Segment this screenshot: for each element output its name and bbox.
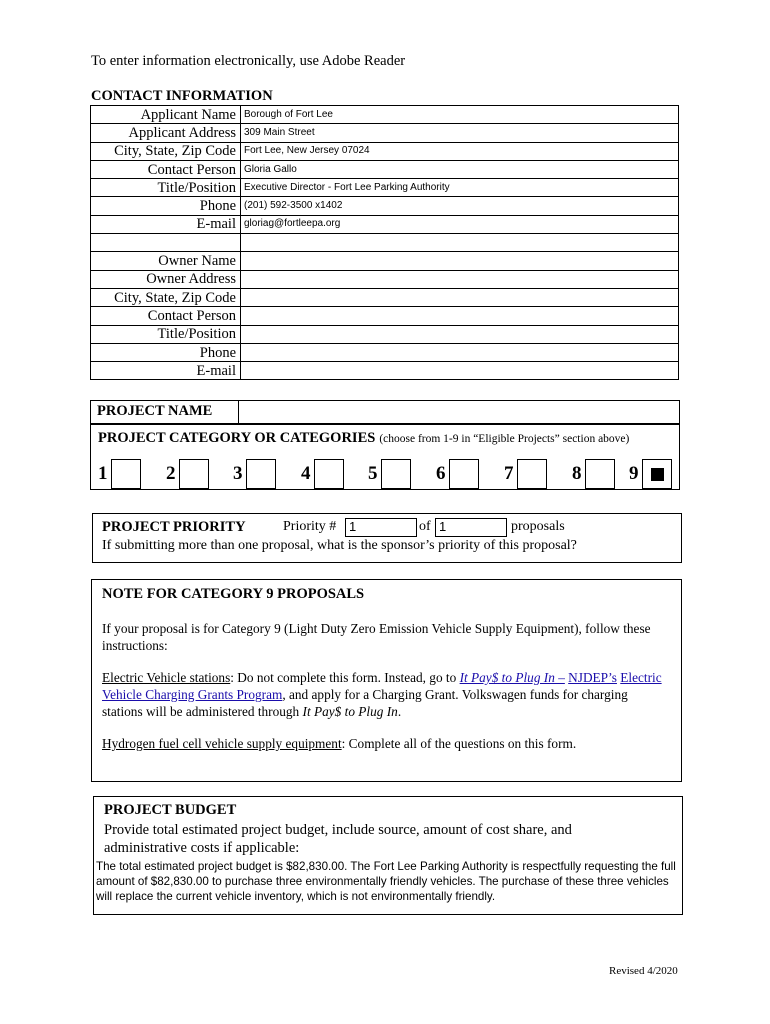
contact-row bbox=[91, 179, 679, 197]
contact-row bbox=[91, 288, 679, 306]
contact-row-value[interactable] bbox=[241, 288, 679, 306]
separator-cell bbox=[241, 234, 679, 252]
priority-total-input[interactable]: 1 bbox=[435, 518, 507, 537]
category9-note-intro: If your proposal is for Category 9 (Light Duty Zero Emission Vehicle Supply Equipment), follow these instructions: bbox=[102, 621, 651, 653]
priority-number-label: Priority # bbox=[283, 519, 337, 534]
njdep-link-b[interactable]: Electric Vehicle Charging Grants Program bbox=[102, 670, 662, 702]
contact-row-value[interactable] bbox=[241, 343, 679, 361]
category-number: 5 bbox=[368, 463, 378, 484]
contact-row bbox=[91, 270, 679, 288]
project-budget-prompt: Provide total estimated project budget, include source, amount of cost share, and administrative costs if applicable: bbox=[104, 822, 572, 856]
separator-cell bbox=[91, 234, 241, 252]
hydrogen-text: : Complete all of the questions on this form. bbox=[341, 736, 577, 751]
contact-row bbox=[91, 142, 679, 160]
category-number: 7 bbox=[504, 463, 514, 484]
category-number: 4 bbox=[301, 463, 311, 484]
revised-date: Revised 4/2020 bbox=[609, 965, 678, 977]
project-name-box bbox=[90, 400, 680, 424]
contact-row-label: Phone bbox=[91, 197, 241, 215]
contact-row-label: City, State, Zip Code bbox=[91, 142, 241, 160]
contact-row-value[interactable]: Fort Lee, New Jersey 07024 bbox=[241, 142, 679, 160]
category-5-checkbox[interactable] bbox=[381, 459, 411, 489]
project-budget-answer[interactable]: The total estimated project budget is $82,830.00. The Fort Lee Parking Authority is respectfully requesting the full amount of $82,830.00 to purchase three environmentally friendly vehicles. The purchase of these three vehicles will replace the current vehicle inventory, which is not environmentally friendly. bbox=[96, 860, 676, 903]
contact-row bbox=[91, 160, 679, 178]
category-number: 6 bbox=[436, 463, 446, 484]
contact-row-label: Owner Name bbox=[91, 252, 241, 270]
contact-row-label: Title/Position bbox=[91, 325, 241, 343]
category-7-checkbox[interactable] bbox=[517, 459, 547, 489]
contact-row-value[interactable]: Executive Director - Fort Lee Parking Authority bbox=[241, 179, 679, 197]
contact-row-label: Applicant Address bbox=[91, 124, 241, 142]
contact-row-label: E-mail bbox=[91, 215, 241, 233]
ev-text-2: , and apply for a Charging Grant. Volkswagen funds for charging stations will be administered through bbox=[102, 687, 628, 719]
contact-row bbox=[91, 252, 679, 270]
njdep-link-a[interactable]: NJDEP’s bbox=[568, 670, 617, 685]
category9-note-heading: NOTE FOR CATEGORY 9 PROPOSALS bbox=[102, 586, 365, 602]
hydrogen-paragraph bbox=[102, 735, 667, 752]
contact-row-value[interactable] bbox=[241, 252, 679, 270]
contact-row-value[interactable] bbox=[241, 325, 679, 343]
priority-of-label: of bbox=[419, 519, 431, 534]
contact-row-label: Applicant Name bbox=[91, 106, 241, 124]
category9-note-box bbox=[91, 579, 682, 782]
category-1-checkbox[interactable] bbox=[111, 459, 141, 489]
contact-row-label: Contact Person bbox=[91, 160, 241, 178]
contact-row-value[interactable] bbox=[241, 307, 679, 325]
category-number: 8 bbox=[572, 463, 582, 484]
ev-stations-paragraph bbox=[102, 669, 667, 720]
instruction-text: To enter information electronically, use Adobe Reader bbox=[91, 53, 406, 69]
project-name-label-cell bbox=[91, 401, 239, 423]
ev-stations-label: Electric Vehicle stations bbox=[102, 670, 231, 685]
project-name-label: PROJECT NAME bbox=[97, 403, 213, 419]
project-category-heading-line bbox=[98, 429, 629, 447]
contact-row-label: Phone bbox=[91, 343, 241, 361]
category-number: 2 bbox=[166, 463, 176, 484]
contact-separator-row bbox=[91, 234, 679, 252]
project-category-box bbox=[90, 424, 680, 490]
contact-row-label: Contact Person bbox=[91, 307, 241, 325]
contact-row bbox=[91, 197, 679, 215]
category-6-checkbox[interactable] bbox=[449, 459, 479, 489]
contact-row-label: City, State, Zip Code bbox=[91, 288, 241, 306]
category-number: 1 bbox=[98, 463, 108, 484]
contact-row bbox=[91, 106, 679, 124]
contact-row bbox=[91, 307, 679, 325]
project-priority-box bbox=[92, 513, 682, 563]
contact-row bbox=[91, 362, 679, 380]
category-9-checkbox[interactable] bbox=[642, 459, 672, 489]
priority-proposals-label: proposals bbox=[511, 519, 565, 534]
contact-row-label: Owner Address bbox=[91, 270, 241, 288]
contact-row-label: Title/Position bbox=[91, 179, 241, 197]
ev-italic: It Pay$ to Plug In bbox=[302, 704, 398, 719]
contact-row-value[interactable]: Gloria Gallo bbox=[241, 160, 679, 178]
contact-heading: CONTACT INFORMATION bbox=[91, 88, 273, 104]
contact-row-value[interactable] bbox=[241, 270, 679, 288]
contact-row-value[interactable]: gloriag@fortleepa.org bbox=[241, 215, 679, 233]
ev-end: . bbox=[397, 704, 402, 719]
contact-table bbox=[90, 105, 679, 380]
project-budget-heading: PROJECT BUDGET bbox=[104, 802, 237, 818]
category-3-checkbox[interactable] bbox=[246, 459, 276, 489]
ev-text-1: : Do not complete this form. Instead, go to bbox=[230, 670, 460, 685]
contact-row bbox=[91, 343, 679, 361]
hydrogen-label: Hydrogen fuel cell vehicle supply equipment bbox=[102, 736, 342, 751]
project-priority-heading: PROJECT PRIORITY bbox=[102, 519, 246, 535]
contact-row-value[interactable]: (201) 592-3500 x1402 bbox=[241, 197, 679, 215]
contact-row-value[interactable]: Borough of Fort Lee bbox=[241, 106, 679, 124]
category-4-checkbox[interactable] bbox=[314, 459, 344, 489]
category-2-checkbox[interactable] bbox=[179, 459, 209, 489]
project-category-heading: PROJECT CATEGORY OR CATEGORIES bbox=[98, 430, 376, 446]
contact-row bbox=[91, 325, 679, 343]
category-8-checkbox[interactable] bbox=[585, 459, 615, 489]
contact-row-value[interactable] bbox=[241, 362, 679, 380]
priority-question: If submitting more than one proposal, what is the sponsor’s priority of this proposal? bbox=[102, 538, 577, 553]
category-number: 9 bbox=[629, 463, 639, 484]
project-category-hint: (choose from 1-9 in “Eligible Projects” section above) bbox=[379, 433, 630, 445]
contact-row bbox=[91, 215, 679, 233]
contact-row bbox=[91, 124, 679, 142]
category-number: 3 bbox=[233, 463, 243, 484]
it-pays-link[interactable]: It Pay$ to Plug In – bbox=[459, 670, 565, 685]
contact-row-value[interactable]: 309 Main Street bbox=[241, 124, 679, 142]
project-budget-box bbox=[93, 796, 683, 915]
priority-number-input[interactable]: 1 bbox=[345, 518, 417, 537]
contact-row-label: E-mail bbox=[91, 362, 241, 380]
